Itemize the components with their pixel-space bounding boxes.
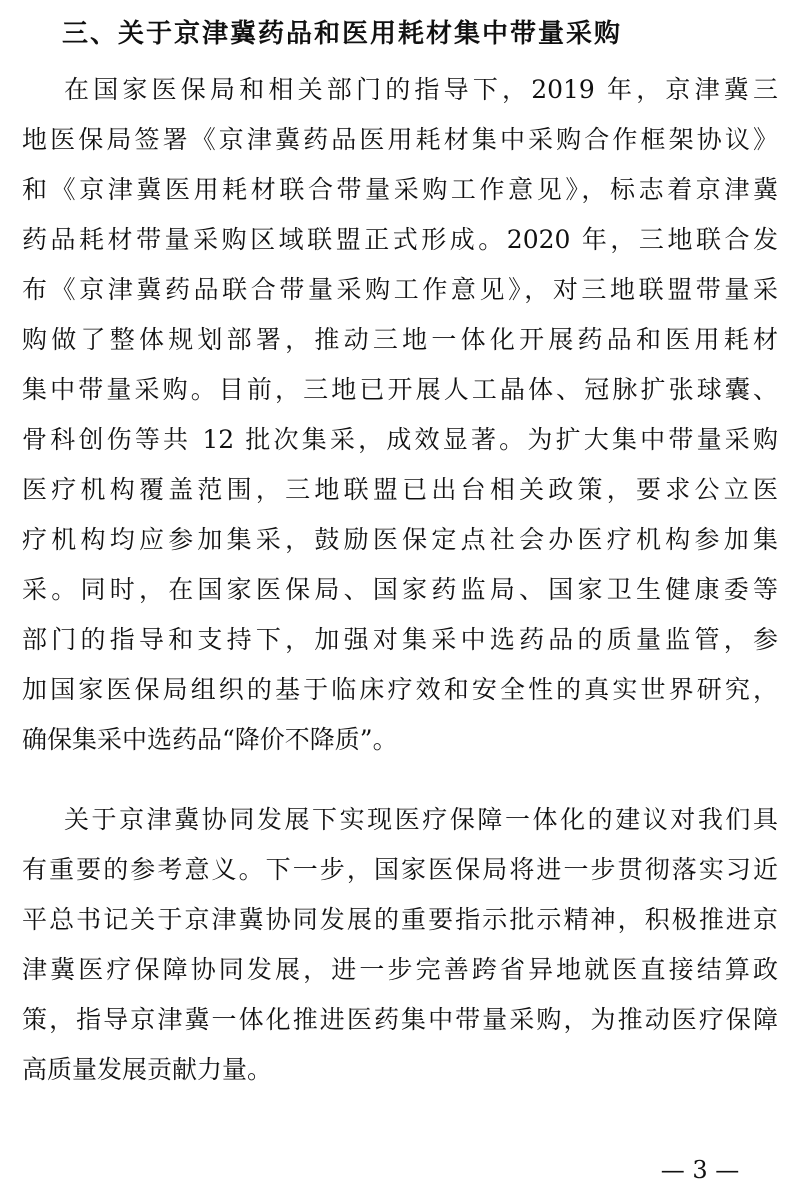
paragraph-line: 平总书记关于京津冀协同发展的重要指示批示精神，积极推进京 bbox=[22, 905, 778, 934]
section-heading: 三、关于京津冀药品和医用耗材集中带量采购 bbox=[62, 19, 623, 49]
paragraph-line: 采。同时，在国家医保局、国家药监局、国家卫生健康委等 bbox=[22, 575, 778, 604]
paragraph-1 bbox=[22, 65, 778, 765]
paragraph-line: 集中带量采购。目前，三地已开展人工晶体、冠脉扩张球囊、 bbox=[22, 375, 778, 404]
paragraph-line: 在国家医保局和相关部门的指导下，2019 年，京津冀三 bbox=[64, 75, 778, 104]
paragraph-line: 确保集采中选药品“降价不降质”。 bbox=[22, 725, 398, 754]
paragraph-line: 有重要的参考意义。下一步，国家医保局将进一步贯彻落实习近 bbox=[22, 855, 778, 884]
paragraph-line: 高质量发展贡献力量。 bbox=[22, 1055, 273, 1084]
paragraph-line: 加国家医保局组织的基于临床疗效和安全性的真实世界研究， bbox=[22, 675, 778, 704]
paragraph-line: 策，指导京津冀一体化推进医药集中带量采购，为推动医疗保障 bbox=[22, 1005, 778, 1034]
paragraph-2 bbox=[22, 795, 778, 1095]
paragraph-line: 关于京津冀协同发展下实现医疗保障一体化的建议对我们具 bbox=[64, 805, 778, 834]
paragraph-line: 医疗机构覆盖范围，三地联盟已出台相关政策，要求公立医 bbox=[22, 475, 778, 504]
paragraph-line: 地医保局签署《京津冀药品医用耗材集中采购合作框架协议》 bbox=[22, 125, 778, 154]
paragraph-line: 骨科创伤等共 12 批次集采，成效显著。为扩大集中带量采购 bbox=[22, 425, 778, 454]
paragraph-line: 购做了整体规划部署，推动三地一体化开展药品和医用耗材 bbox=[22, 325, 778, 354]
page-number: — 3 — bbox=[660, 1156, 740, 1184]
paragraph-line: 药品耗材带量采购区域联盟正式形成。2020 年，三地联合发 bbox=[22, 225, 778, 254]
paragraph-line: 和《京津冀医用耗材联合带量采购工作意见》，标志着京津冀 bbox=[22, 175, 778, 204]
paragraph-line: 疗机构均应参加集采，鼓励医保定点社会办医疗机构参加集 bbox=[22, 525, 778, 554]
paragraph-line: 部门的指导和支持下，加强对集采中选药品的质量监管，参 bbox=[22, 625, 778, 654]
paragraph-line: 布《京津冀药品联合带量采购工作意见》，对三地联盟带量采 bbox=[22, 275, 778, 304]
paragraph-line: 津冀医疗保障协同发展，进一步完善跨省异地就医直接结算政 bbox=[22, 955, 778, 984]
